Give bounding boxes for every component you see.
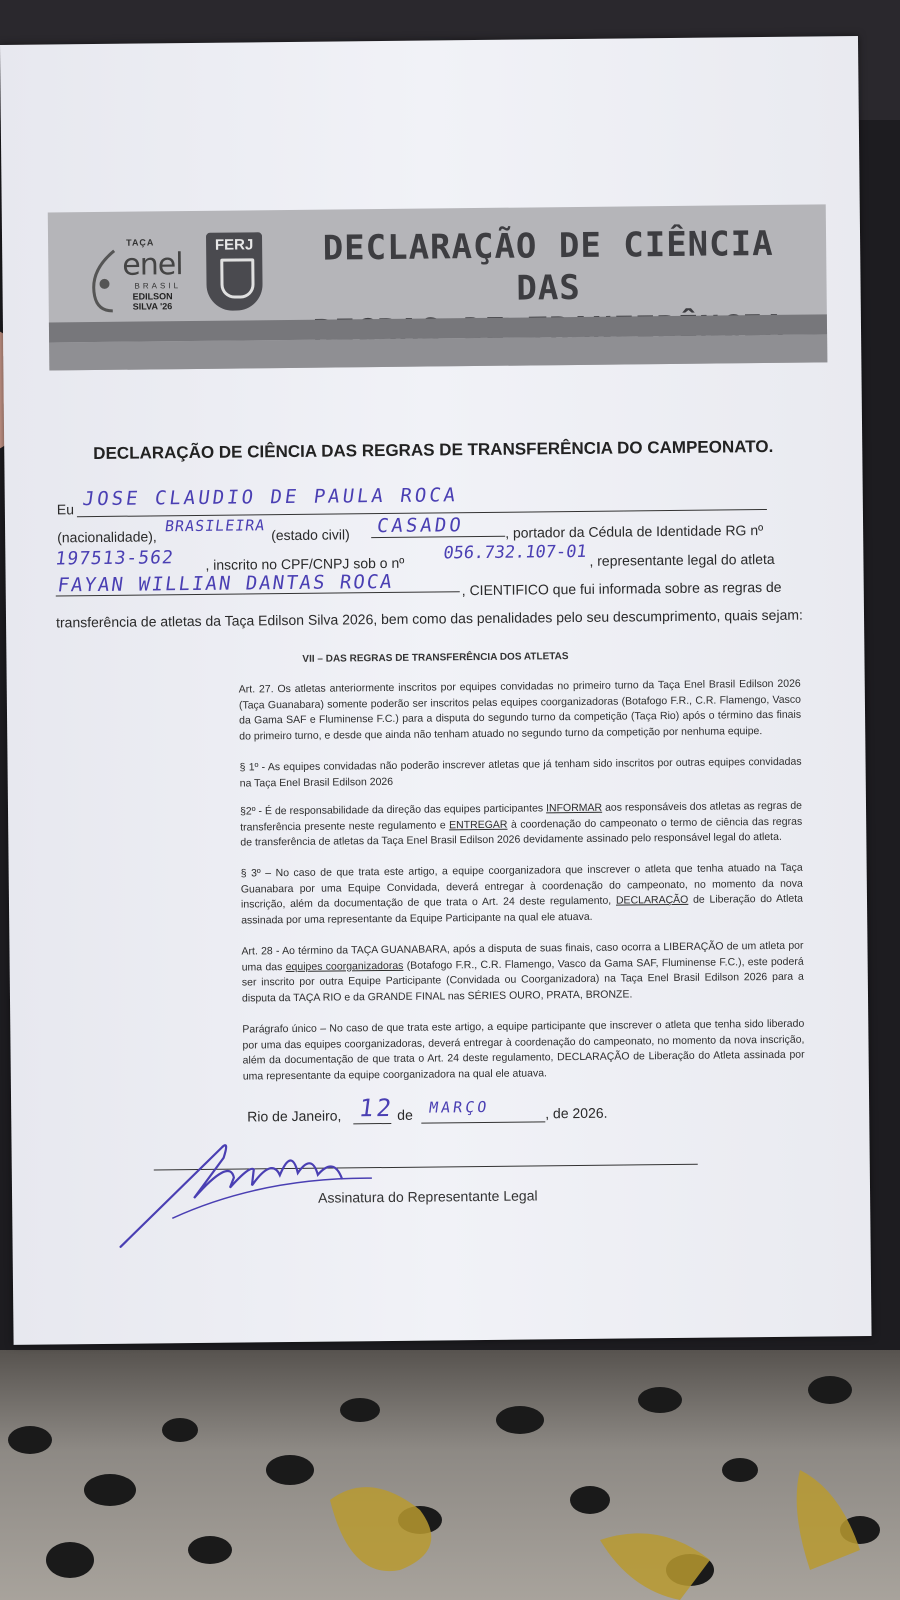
civil-label: (estado civil) <box>271 526 350 544</box>
ferj-shield-icon <box>220 258 254 298</box>
nationality-label: (nacionalidade), <box>57 528 157 546</box>
paragrafo-unico: Parágrafo único – No caso de que trata este artigo, a equipe participante que inscrever o atleta que tenha sido liberado por uma das equipes coorganizadoras, deverá entregar à coordenação do campeonato, no momento da nova inscrição, além da documentação de que trata o Art. 24 deste regulamento, DECLARAÇÃO de Liberação do Atleta assinada por uma representante da equipe coorganizadora na qual ele atuava. <box>242 1017 805 1083</box>
date-city: Rio de Janeiro, <box>247 1107 342 1125</box>
signature-label: Assinatura do Representante Legal <box>318 1187 538 1206</box>
name-value: JOSE CLAUDIO DE PAULA ROCA <box>81 484 460 511</box>
rep-label: , representante legal do atleta <box>589 550 775 569</box>
logo-taca-label: TAÇA <box>126 237 155 248</box>
p3-declaracao: DECLARAÇÃO <box>615 893 689 907</box>
logo-edilson: EDILSON <box>132 291 173 302</box>
taca-enel-logo <box>84 231 195 320</box>
background-fabric <box>0 1350 900 1600</box>
cpf-value: 056.732.107-01 <box>442 541 588 564</box>
section-title: VII – DAS REGRAS DE TRANSFERÊNCIA DOS ATLETAS <box>302 651 569 665</box>
date-de: de <box>397 1106 413 1123</box>
eu-label: Eu <box>56 501 75 518</box>
logo-silva: SILVA '26 <box>132 301 173 312</box>
p3-text-b: de Liberação do Atleta assinada por uma representante da Equipe Participante na qual ele atuava. <box>241 892 804 927</box>
civil-value: CASADO <box>375 514 466 538</box>
logo-enel: enel <box>122 247 183 283</box>
rg-label: , portador da Cédula de Identidade RG nº <box>505 522 764 541</box>
paragraph-2 <box>240 799 802 851</box>
cientifico-label: , CIENTIFICO que fui informada sobre as regras de <box>461 578 782 599</box>
header-banner <box>48 204 828 370</box>
art28-text-b: (Botafogo F.R., C.R. Flamengo, Vasco da Gama SAF, Fluminense F.C.), este poderá ser inscrito por outra Equipe Participante (Convidada ou Coorganizadora) na Taça Enel Brasil Edilson 2026 para a disputa da TAÇA RIO e da GRANDE FINAL nas SÉRIES OURO, PRATA, BRONZE. <box>241 955 804 1005</box>
rg-value: 197513-562 <box>54 547 176 570</box>
art28-equipes: equipes coorganizadoras <box>285 959 404 973</box>
paragraph-1: § 1º - As equipes convidadas não poderão inscrever atletas que já tenham sido inscritos por outras equipes convidadas na Taça Enel Brasil Edilson 2026 <box>239 755 802 790</box>
handwritten-signature <box>111 1116 392 1259</box>
nationality-value: BRASILEIRA <box>163 516 267 536</box>
day-value: 12 <box>357 1093 396 1123</box>
logo-brasil: BRASIL <box>134 281 182 291</box>
p2-text-b: aos responsáveis dos atletas as regras de transferência presente neste regulamento e <box>240 799 803 834</box>
month-value: MARÇO <box>427 1097 491 1117</box>
p2-entregar: ENTREGAR <box>449 818 508 831</box>
art27-paragraph: Art. 27. Os atletas anteriormente inscritos por equipes convidadas no primeiro turno da Taça Enel Brasil Edilson 2026 (Taça Guanabara) somente poderão ser inscritos pelas equipes coorganizadoras (Botafogo F.R., C.R. Flamengo, Vasco da Gama SAF e Fluminense F.C.) para a disputa do segundo turno da competição (Taça Rio) após o término das finais do primeiro turno, e desde que ainda não tenham atuado no segundo turno da competição por nenhuma equipe. <box>238 677 802 743</box>
logo-swirl-icon <box>84 246 125 316</box>
art28-text-a: Art. 28 - Ao término da TAÇA GUANABARA, após a disputa de suas finais, caso ocorra a LIBERAÇÃO de um atleta por uma das <box>241 939 804 974</box>
p2-informar: INFORMAR <box>546 801 603 815</box>
document-title: DECLARAÇÃO DE CIÊNCIA DAS REGRAS DE TRANSFERÊNCIA DO CAMPEONATO. <box>93 436 774 464</box>
cpf-label: , inscrito no CPF/CNPJ sob o nº <box>205 554 405 573</box>
intro-line: transferência de atletas da Taça Edilson Silva 2026, bem como das penalidades pelo seu descumprimento, quais sejam: <box>55 606 803 631</box>
p2-text-c: à coordenação do campeonato o termo de ciência das regras de transferência de atletas da Taça Enel Brasil Edilson 2026 devidamente assinado pelo responsável legal do atleta. <box>240 815 803 849</box>
paragraph-3 <box>241 861 804 929</box>
p3-text-a: § 3º – No caso de que trata este artigo, a equipe coorganizadora que inscrever o atleta que tenha atuado na Taça Guanabara por uma Equipe Convidada, deverá entregar à coordenação do campeonato, no momento da nova inscrição, além da documentação de que trata o Art. 24 deste regulamento, <box>240 861 803 911</box>
p2-text-a: §2º - É de responsabilidade da direção das equipes participantes <box>239 802 547 818</box>
athlete-value: FAYAN WILLIAN DANTAS ROCA <box>56 570 396 597</box>
document-paper <box>0 36 872 1345</box>
art28-paragraph <box>241 939 804 1007</box>
ferj-logo <box>206 232 263 311</box>
date-year: , de 2026. <box>545 1104 608 1122</box>
ferj-label: FERJ <box>214 236 254 254</box>
header-title-line1: DECLARAÇÃO DE CIÊNCIA DAS <box>322 223 774 309</box>
